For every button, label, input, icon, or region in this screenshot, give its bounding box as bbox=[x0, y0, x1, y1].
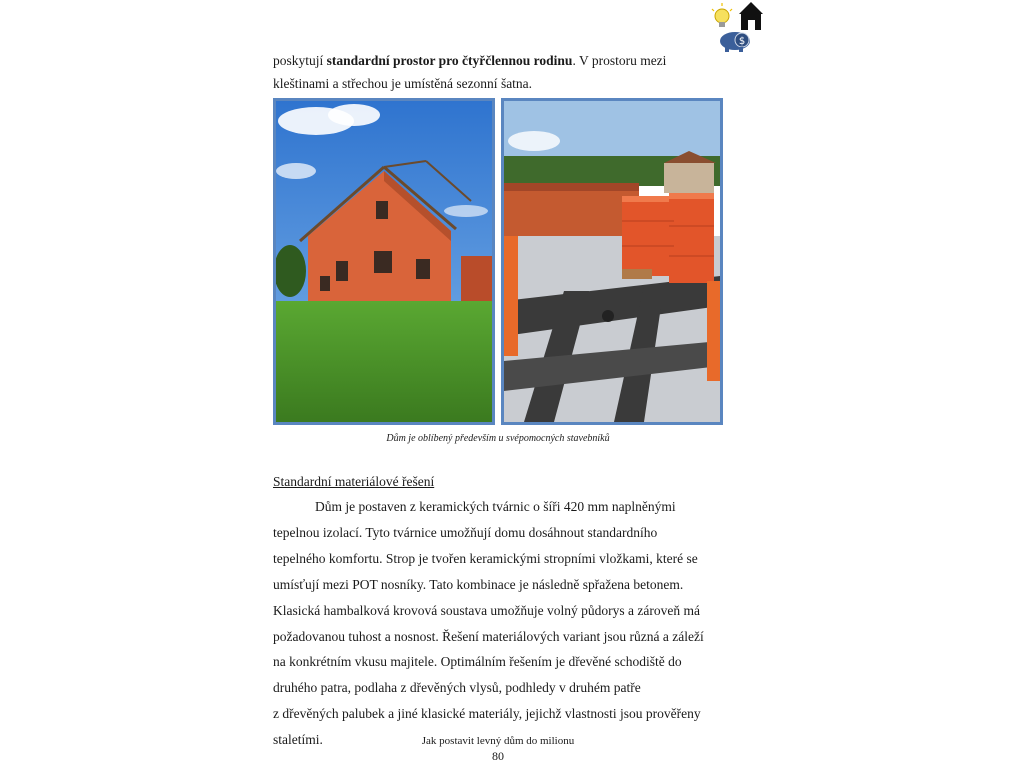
body-line: druhého patra, podlaha z dřevěných vlysů, podhledy v druhém patře bbox=[273, 680, 641, 696]
body-line: na konkrétním vkusu majitele. Optimálním řešením je dřevěné schodiště do bbox=[273, 654, 682, 670]
body-line: tepelného komfortu. Strop je tvořen keramickými stropními vložkami, které se bbox=[273, 550, 698, 566]
svg-text:$: $ bbox=[738, 36, 746, 47]
body-line: staletími. bbox=[273, 732, 323, 748]
page-number: 80 bbox=[492, 749, 504, 763]
body-line: z dřevěných palubek a jiné klasické materiály, jejichž vlastnosti jsou prověřeny bbox=[273, 706, 701, 722]
house-icon bbox=[739, 2, 763, 30]
section-heading: Standardní materiálové řešení bbox=[273, 474, 435, 489]
body-paragraph bbox=[273, 494, 723, 753]
intro-line2: kleštinami a střechou je umístěná sezonní šatna. bbox=[273, 76, 533, 91]
lightbulb-icon bbox=[712, 3, 732, 27]
body-line: Dům je postaven z keramických tvárnic o šíři 420 mm naplněnými bbox=[315, 499, 676, 514]
body-line: umísťují mezi POT nosníky. Tato kombinace je následně spřažena betonem. bbox=[273, 576, 684, 592]
intro-prefix: poskytují bbox=[273, 53, 327, 68]
bricks-foundation-photo bbox=[501, 98, 723, 425]
intro-bold: standardní prostor pro čtyřčlennou rodinu bbox=[326, 53, 573, 68]
piggy-bank-icon bbox=[720, 32, 750, 52]
logo-icon bbox=[708, 0, 770, 56]
intro-suffix: . V prostoru mezi bbox=[572, 53, 667, 68]
house-construction-photo bbox=[273, 98, 495, 425]
body-line: požadovanou tuhost a nosnost. Řešení materiálových variant jsou různá a záleží bbox=[273, 628, 704, 644]
figure-caption: Dům je oblíbený především u svépomocných stavebníků bbox=[386, 433, 610, 444]
body-line: Klasická hambalková krovová soustava umožňuje volný půdorys a zároveň má bbox=[273, 602, 701, 618]
footer-title: Jak postavit levný dům do milionu bbox=[421, 735, 575, 747]
body-line: tepelnou izolací. Tyto tvárnice umožňují domu dosáhnout standardního bbox=[273, 524, 658, 540]
intro-paragraph bbox=[273, 49, 723, 95]
